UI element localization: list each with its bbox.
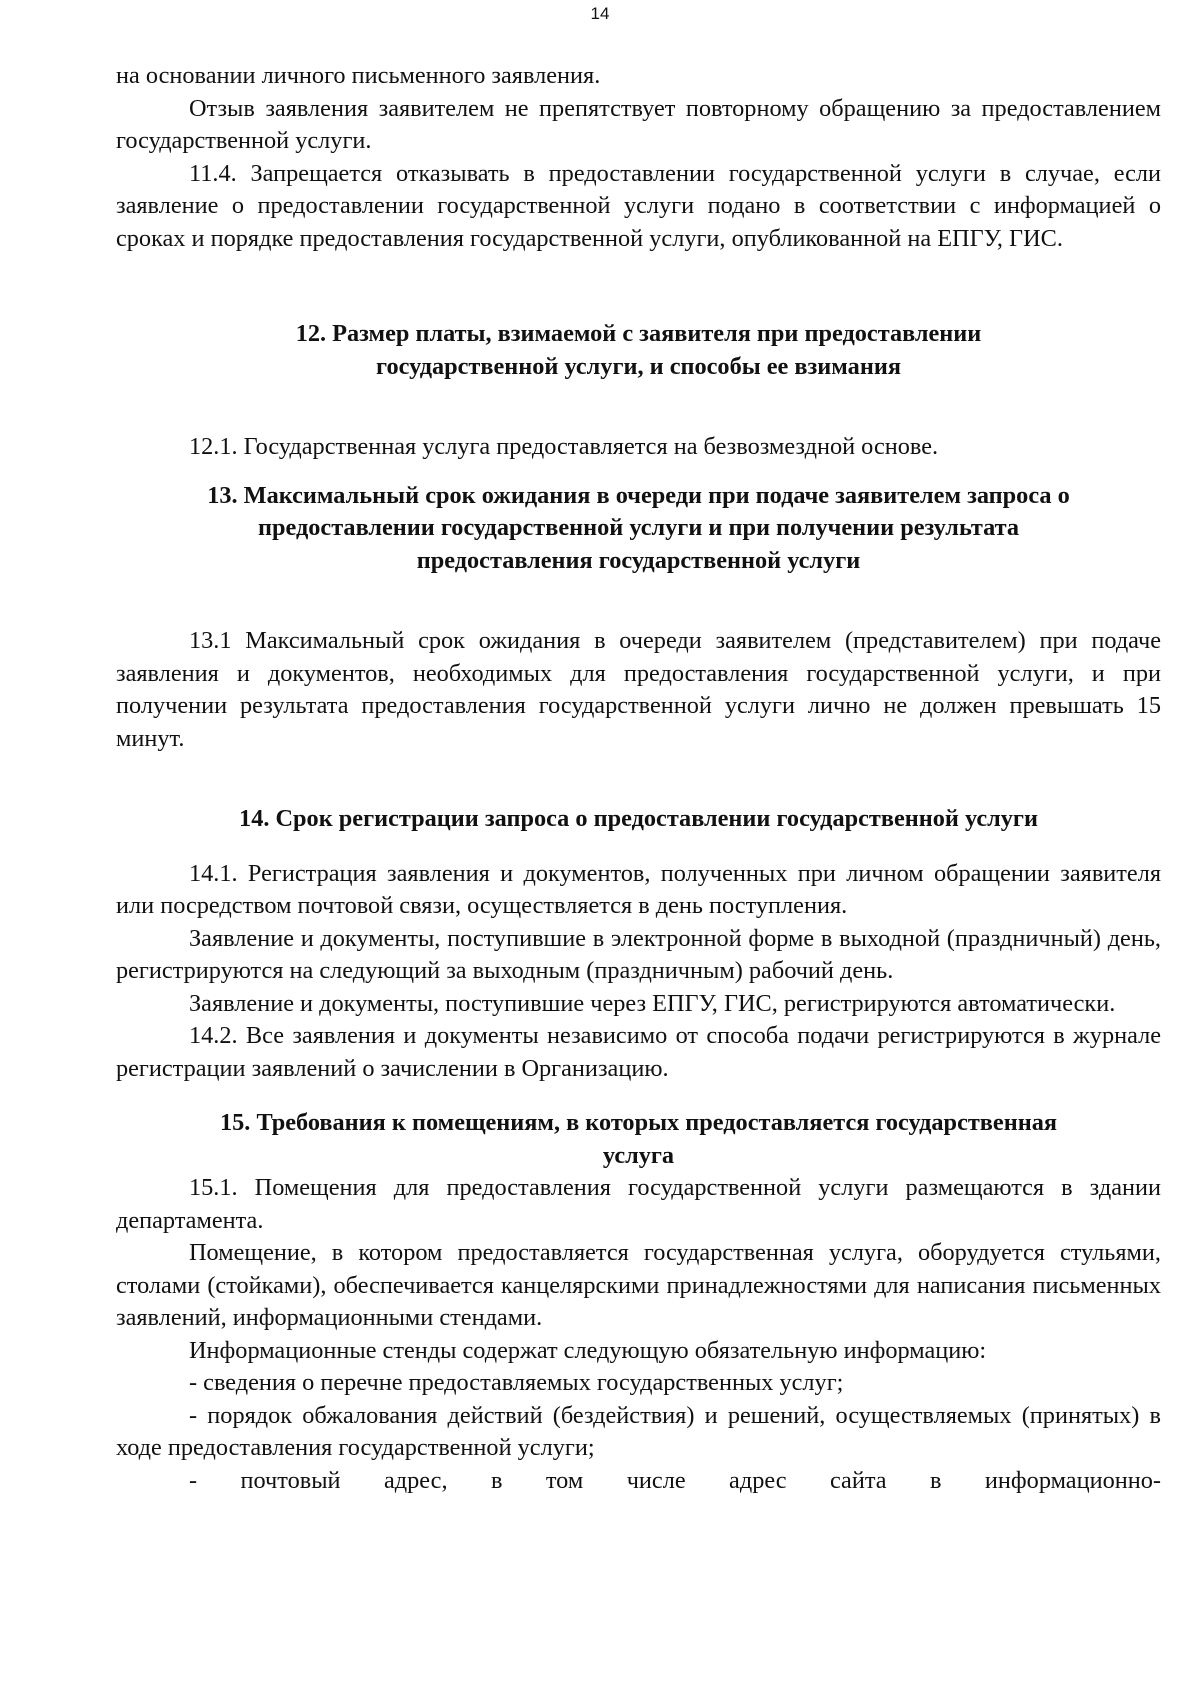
list-item-postal-address: - почтовый адрес, в том числе адрес сайта в информационно- [189,1466,1161,1494]
paragraph-14-1-automatic: Заявление и документы, поступившие через ЕПГУ, ГИС, регистрируются автоматически. [189,989,1116,1017]
paragraph-13-1: 13.1 Максимальный срок ожидания в очереди заявителем (представителем) при подаче заявления и документов, необходимых для предоставления государственной услуги, и при получении результата предоставления государственной услуги лично не должен превышать 15 минут. [116,627,1161,752]
list-item-appeal-procedure: - порядок обжалования действий (бездействия) и решений, осуществляемых (принятых) в ходе предоставления государственной услуги; [116,1401,1161,1461]
paragraph-11-4: 11.4. Запрещается отказывать в предоставлении государственной услуги в случае, если заявление о предоставлении государственной услуги подано в соответствии с информацией о сроках и порядке предоставления государственной услуги, опубликованной на ЕПГУ, ГИС. [116,159,1161,252]
paragraph-14-1-electronic: Заявление и документы, поступившие в электронной форме в выходной (праздничный) день, регистрируются на следующий за выходным (праздничным) рабочий день. [116,924,1161,984]
heading-13-line1: 13. Максимальный срок ожидания в очереди при подаче заявителем запроса о [207,481,1070,509]
paragraph-withdrawal: Отзыв заявления заявителем не препятствует повторному обращению за предоставлением государственной услуги. [116,94,1161,154]
paragraph-continuation: на основании личного письменного заявления. [116,62,601,89]
heading-13-line2: предоставлении государственной услуги и при получении результата [258,514,1019,541]
list-item-services: - сведения о перечне предоставляемых государственных услуг; [189,1369,844,1396]
heading-15-line1: 15. Требования к помещениям, в которых предоставляется государственная [220,1109,1057,1136]
heading-15-line2: услуга [602,1141,675,1169]
paragraph-15-1: 15.1. Помещения для предоставления государственной услуги размещаются в здании департамента. [116,1174,1161,1234]
heading-13-line3: предоставления государственной услуги [416,546,861,574]
paragraph-15-1-equipment: Помещение, в котором предоставляется государственная услуга, оборудуется стульями, столами (стойками), обеспечивается канцелярскими принадлежностями для написания письменных заявлений, информационными стендами. [116,1239,1161,1331]
heading-section-12 [116,318,1161,383]
heading-12-line1: 12. Размер платы, взимаемой с заявителя при предоставлении [295,320,982,347]
heading-section-14: 14. Срок регистрации запроса о предоставлении государственной услуги [239,805,1038,832]
paragraph-14-1: 14.1. Регистрация заявления и документов, полученных при личном обращении заявителя или посредством почтовой связи, осуществляется в день поступления. [116,859,1161,919]
paragraph-15-1-stands: Информационные стенды содержат следующую обязательную информацию: [189,1336,987,1364]
paragraph-12-1: 12.1. Государственная услуга предоставляется на безвозмездной основе. [189,433,939,460]
page-number: 14 [590,4,610,23]
heading-section-13 [116,480,1161,578]
document-body [116,60,1161,1497]
heading-12-line2: государственной услуги, и способы ее взимания [376,352,901,380]
heading-section-15 [116,1107,1161,1172]
paragraph-14-2: 14.2. Все заявления и документы независимо от способа подачи регистрируются в журнале регистрации заявлений о зачислении в Организацию. [116,1022,1161,1082]
